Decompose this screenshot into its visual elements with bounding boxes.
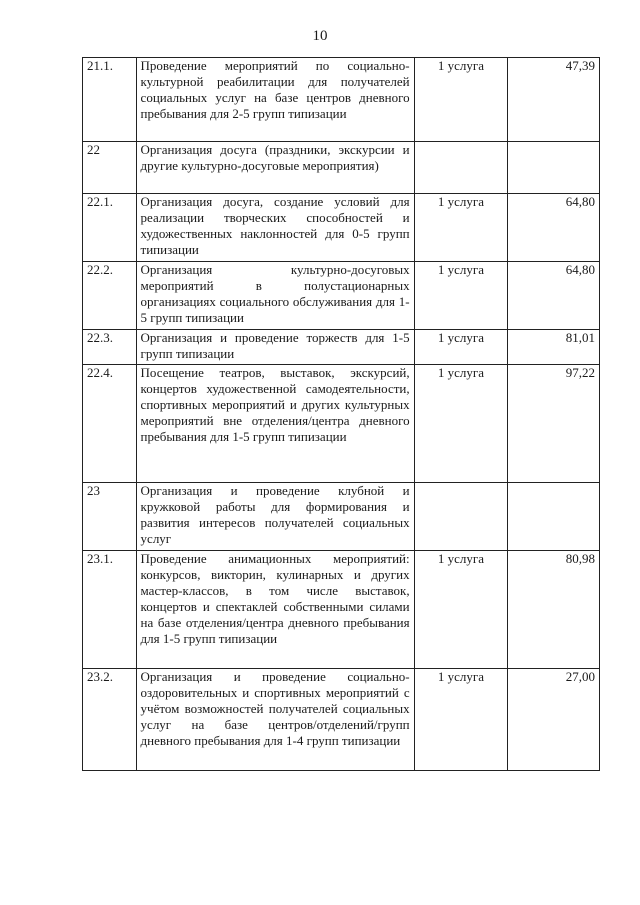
unit-cell: 1 услуга <box>414 330 508 365</box>
unit-cell: 1 услуга <box>414 58 508 142</box>
table-row <box>83 194 600 262</box>
unit-cell: 1 услуга <box>414 194 508 262</box>
service-description-cell: Проведение мероприятий по социально-культурной реабилитации для получателей социальных услуг на базе центров дневного пребывания для 2-5 групп типизации <box>136 58 414 142</box>
row-number-cell: 23 <box>83 483 137 551</box>
row-number-cell: 23.1. <box>83 551 137 669</box>
price-cell: 64,80 <box>508 262 600 330</box>
price-cell: 64,80 <box>508 194 600 262</box>
table-row <box>83 483 600 551</box>
service-description-cell: Организация и проведение социально-оздоровительных и спортивных мероприятий с учётом возможностей получателей социальных услуг на базе центров/отделений/групп дневного пребывания для 1-4 групп типизации <box>136 669 414 771</box>
price-cell: 81,01 <box>508 330 600 365</box>
service-description-cell: Организация досуга, создание условий для реализации творческих способностей и художественных наклонностей для 0-5 групп типизации <box>136 194 414 262</box>
table-row <box>83 365 600 483</box>
row-number-cell: 23.2. <box>83 669 137 771</box>
table-row <box>83 330 600 365</box>
table-row <box>83 58 600 142</box>
service-description-cell: Организация и проведение торжеств для 1-5 групп типизации <box>136 330 414 365</box>
price-cell <box>508 483 600 551</box>
page-number: 10 <box>312 28 328 44</box>
service-description-cell: Организация и проведение клубной и кружковой работы для формирования и развития интересов получателей социальных услуг <box>136 483 414 551</box>
row-number-cell: 22.1. <box>83 194 137 262</box>
unit-cell: 1 услуга <box>414 669 508 771</box>
table-row <box>83 551 600 669</box>
price-cell: 27,00 <box>508 669 600 771</box>
table-row <box>83 262 600 330</box>
tariff-table-body <box>83 58 600 771</box>
price-cell: 97,22 <box>508 365 600 483</box>
unit-cell: 1 услуга <box>414 365 508 483</box>
tariff-table <box>82 57 600 771</box>
row-number-cell: 22.2. <box>83 262 137 330</box>
service-description-cell: Организация культурно-досуговых мероприятий в полустационарных организациях социального обслуживания для 1-5 групп типизации <box>136 262 414 330</box>
row-number-cell: 22.4. <box>83 365 137 483</box>
unit-cell <box>414 483 508 551</box>
row-number-cell: 22 <box>83 142 137 194</box>
service-description-cell: Проведение анимационных мероприятий: конкурсов, викторин, кулинарных и других мастер-классов, в том числе выставок, концертов и спектаклей собственными силами на базе отделения/центра дневного пребывания для 1-5 групп типизации <box>136 551 414 669</box>
table-row <box>83 142 600 194</box>
table-row <box>83 669 600 771</box>
unit-cell <box>414 142 508 194</box>
row-number-cell: 21.1. <box>83 58 137 142</box>
unit-cell: 1 услуга <box>414 262 508 330</box>
price-cell <box>508 142 600 194</box>
service-description-cell: Посещение театров, выставок, экскурсий, концертов художественной самодеятельности, спортивных мероприятий и других культурных мероприятий вне отделения/центра дневного пребывания для 1-5 групп типизации <box>136 365 414 483</box>
row-number-cell: 22.3. <box>83 330 137 365</box>
price-cell: 80,98 <box>508 551 600 669</box>
service-description-cell: Организация досуга (праздники, экскурсии и другие культурно-досуговые мероприятия) <box>136 142 414 194</box>
unit-cell: 1 услуга <box>414 551 508 669</box>
price-cell: 47,39 <box>508 58 600 142</box>
